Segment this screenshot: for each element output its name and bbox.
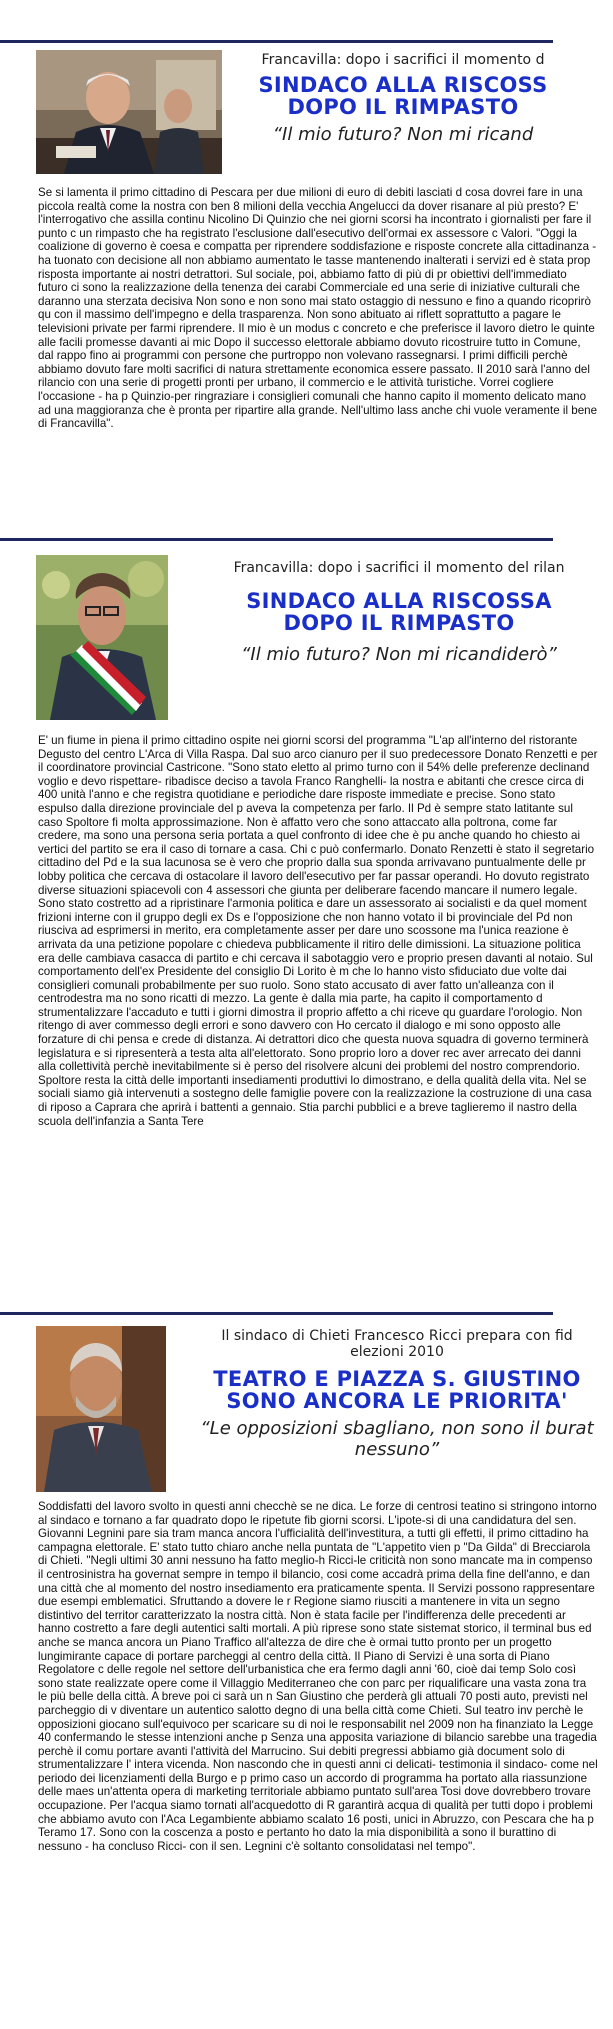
article-kicker: Francavilla: dopo i sacrifici il momento del rilan bbox=[233, 560, 565, 576]
article-body: Se si lamenta il primo cittadino di Pescara per due milioni di euro di debiti lasciati d cosa dovrei fare in una piccola realtà come la nostra con ben 8 milioni della vecchia Angelucci da dover risanare al più presto? E' l'interrogativo che assilla continu Nicolino Di Quinzio che nei giorni scorsi ha incontrato i giornalisti per fare il punto c un rimpasto che ha registrato l'esclusione dall'esecutivo dell'ormai ex assessore c Valori. "Oggi la coalizione di governo è coesa e compatta per riprendere soddisfazione e risposte concrete alla cittadinanza - ha tuonato con decisione all non abbiamo aumentato le tasse mantenendo inalterati i servizi ed è stata prop risposta importante ai nostri detrattori. Sul sociale, poi, abbiamo fatto di più di pr obiettivi dell'immediato futuro ci sono la realizzazione della tenenza dei carabi Commerciale ed una serie di iniziative culturali che daranno una sterzata decisiva Non sono e non sono mai stato ostaggio di nessuno e fino a quando ricoprirò qu con il massimo dell'impegno e della trasparenza. Non sono abituato ai riflett soprattutto a pagare le televisioni private per farmi riprendere. Il mio è un modus c concreto e che preferisce il lavoro dietro le quinte alle facili promesse davanti ai mic Dopo il successo elettorale abbiamo dovuto ricostruire tutto in Comune, dal rappo fino ai programmi con persone che purtroppo non volevano rassegnarsi. I primi difficili perchè abbiamo dovuto fare molti sacrifici di natura strettamente economica essere passato. Il 2010 sarà l'anno del rilancio con una serie di progetti pronti per urbano, il commercio e le attività turistiche. Vorrei cogliere l'occasione - ha p Quinzio-per ringraziare i consiglieri comunali che hanno capito il momento delicato mano ad una maggioranza che è pronta per ripartire alla grande. Nell'ultimo lass anche chi vuole veramente il bene di Francavilla". bbox=[38, 186, 598, 431]
article-title-line-2: DOPO IL RIMPASTO bbox=[287, 95, 519, 119]
article-photo-mayor-spoltore bbox=[36, 555, 168, 720]
article-body: E' un fiume in piena il primo cittadino ospite nei giorni scorsi del programma "L'ap all'interno del ristorante Degusto del centro L'Arca di Villa Raspa. Dal suo arco cianuro per il suo predecessore Donato Renzetti e per il coordinatore provincial Castricone. "Sono stato eletto al primo turno con il 54% delle preferenze declinand voglio e devo rispettare- ribadisce deciso a tavola Franco Ranghelli- la nostra e abitanti che cresce circa di 400 unità l'anno e che registra quotidiane e periodiche dare risposte immediate e precise. Sono stato espulso dalla direzione provinciale del p aveva la competenza per farlo. Il Pd è sempre stato latitante sul caso Spoltore fi molta approssimazione. Non è affatto vero che sono attaccato alla poltrona, come far credere, ma sono una persona seria portata a quel confronto di idee che è pu anche quando ho chiesto ai vertici del partito se era il caso di tornare a casa. Chi c può confermarlo. Donato Renzetti è stato il segretario cittadino del Pd e la sua lacunosa se è vero che proprio dalla sua sponda arrivavano puntualmente delle pr lobby politica che cercava di ostacolare il lavoro dell'esecutivo per far passar operandi. Ho dovuto registrato diverse situazioni spiacevoli con 4 assessori che giunta per deliberare facendo mancare il numero legale. Sono stato costretto ad a ripristinare l'armonia politica e dare un assessorato ai socialisti e da quel moment frizioni interne con il gruppo degli ex Ds e l'opposizione che non hanno votato il bi provinciale del Pd non riusciva ad esprimersi in merito, era completamente asser per dare uno scossone ma l'unica reazione è arrivata da una petizione popolare c chiedeva pubblicamente il ritiro delle dimissioni. La situazione politica era delle cambiava casacca di partito e chi cercava il sabotaggio vero e proprio presen davanti al notaio. Sul comportamento dell'ex Presidente del consiglio Di Lorito è m che lo hanno visto sfiduciato due volte dai consiglieri comunali probabilmente per suo ruolo. Sono stato accusato di aver fatto un'alleanza con il centrodestra ma no sono ricatti di mezzo. La gente è dalla mia parte, ha capito il comportamento d strumentalizzare l'accaduto e tutti i giorni dimostra il proprio affetto a chi riceve qu guardare l'orologio. Non ritengo di aver commesso degli errori e sono davvero con Ho cercato il dialogo e mi sono opposto alle forzature di chi pensa e crede di distanza. Ai detrattori dico che questa nuova squadra di governo terminerà legislatura e si ripresenterà a testa alta all'elettorato. Sono proprio loro a dover rec aver arrecato dei danni alla collettività perchè inevitabilmente si è perso del risolvere alcuni dei problemi del nostro comprendorio. Spoltore resta la città delle importanti insediamenti produttivi lo dimostrano, e della qualità della vita. Nel se sociali siamo già intervenuti a sostegno delle famiglie povere con la realizzazione la costruzione di una casa di riposo a Caprara che aprirà i battenti a gennaio. Stia parchi pubblici e a breve taglieremo il nastro della scuola dell'infanzia a Santa Tere bbox=[38, 734, 598, 1128]
article-quote-line-1: “Le opposizioni sbagliano, non sono il burat bbox=[200, 1418, 594, 1439]
section-divider bbox=[0, 40, 553, 43]
article-title-line-2: SONO ANCORA LE PRIORITA' bbox=[226, 1389, 568, 1413]
article-quote: “Il mio futuro? Non mi ricandiderò” bbox=[241, 644, 557, 665]
section-divider bbox=[0, 538, 553, 541]
article-title-line-2: DOPO IL RIMPASTO bbox=[283, 611, 515, 635]
article-kicker-line-1: Il sindaco di Chieti Francesco Ricci prepara con fid bbox=[221, 1328, 573, 1344]
article-headline bbox=[197, 1328, 597, 1460]
article-title-line-1: SINDACO ALLA RISCOSSA bbox=[246, 589, 552, 613]
article-headline bbox=[193, 52, 613, 145]
article-kicker: Francavilla: dopo i sacrifici il momento d bbox=[261, 52, 545, 68]
article-headline bbox=[189, 560, 609, 665]
article-quote-line-2: nessuno” bbox=[354, 1439, 440, 1460]
section-divider bbox=[0, 1312, 553, 1315]
article-quote: “Il mio futuro? Non mi ricand bbox=[272, 124, 534, 145]
article-photo-mayor-chieti bbox=[36, 1326, 166, 1492]
article-kicker-line-2: elezioni 2010 bbox=[350, 1344, 444, 1360]
article-body: Soddisfatti del lavoro svolto in questi anni checchè se ne dica. Le forze di centrosi teatino si stringono intorno al sindaco e tornano a far quadrato dopo le ripetute fib giorni scorsi. L'ipote-si di una candidatura del sen. Giovanni Legnini pare sia tram manca ancora l'ufficialità dell'investitura, a tutti gli effetti, il primo cittadino ha campagna elettorale. E' stato tutto chiaro anche nella puntata de "L'appetito vien p "Da Gilda" di Brecciarola di Chieti. "Negli ultimi 30 anni nessuno ha fatto meglio-h Ricci-le criticità non sono mancate ma in compenso il centrosinistra ha governat sempre in tempo il bilancio, cosi come accadrà prima della fine dell'anno, e dan una città che al momento del nostro insediamento era praticamente spenta. Il Servizi possono rappresentare due esempi emblematici. Sfruttando a dovere le r Regione siamo riusciti a mantenere in vita un segno distintivo del territor caratterizzato la nostra città. Non è stata facile per l'indifferenza delle precedenti ar hanno costretto a fare degli autentici salti mortali. A più riprese sono state sistemat storico, il terminal bus ed anche se manca ancora un Piano Traffico all'altezza de dire che è ormai tutto pronto per un progetto lungimirante capace di portare parcheggi al centro della città. Il Piano di Servizi è una sorta di Piano Regolatore c delle regole nel settore dell'urbanistica che era fermo dagli anni '60, cioè dai temp Solo così sono state realizzate opere come il Villaggio Mediterraneo che con parc per riqualificare una vasta zona tra le più belle della città. A breve poi ci sarà un n San Giustino che perderà gli attuali 70 posti auto, previsti nel parcheggio di v diventare un autentico salotto degno di una bella città come Chieti. Sul teatro inv perchè le opposizioni giocano sull'equivoco per scaricare su di noi le responsabilit nel 2009 non ha finanziato la Legge 40 confermando le stesse intenzioni anche p Senza una apposita variazione di bilancio sarebbe una tragedia perchè il comu portare avanti l'attività del Marrucino. Sui debiti pregressi abbiamo già document solo di strumentalizzare l' intera vicenda. Non nascondo che in questi anni ci delicati- testimonia il sindaco- come nel periodo dei licenziamenti della Burgo e p primo caso un accordo di programma ha portato alla riassunzione delle maes un'attenta opera di marketing territoriale abbiamo puntato sull'area Tosi dove dovrebbero trovare occupazione. Per l'acqua siamo tornati all'acquedotto di R garantirà acqua di qualità per tutti dopo i problemi che abbiamo avuto con l'Aca Legambiente abbiamo scalato 16 posti, unici in Abruzzo, con Pescara che ha p Teramo 17. Sono con la coscenza a posto e pertanto ho dato la mia disponibilità a sono il burattino di nessuno - ha concluso Ricci- con il sen. Legnini c'è soltanto consolidatasi nel tempo". bbox=[38, 1500, 598, 1853]
article-title-line-1: SINDACO ALLA RISCOSS bbox=[258, 73, 548, 97]
article-title-line-1: TEATRO E PIAZZA S. GIUSTINO bbox=[213, 1367, 581, 1391]
